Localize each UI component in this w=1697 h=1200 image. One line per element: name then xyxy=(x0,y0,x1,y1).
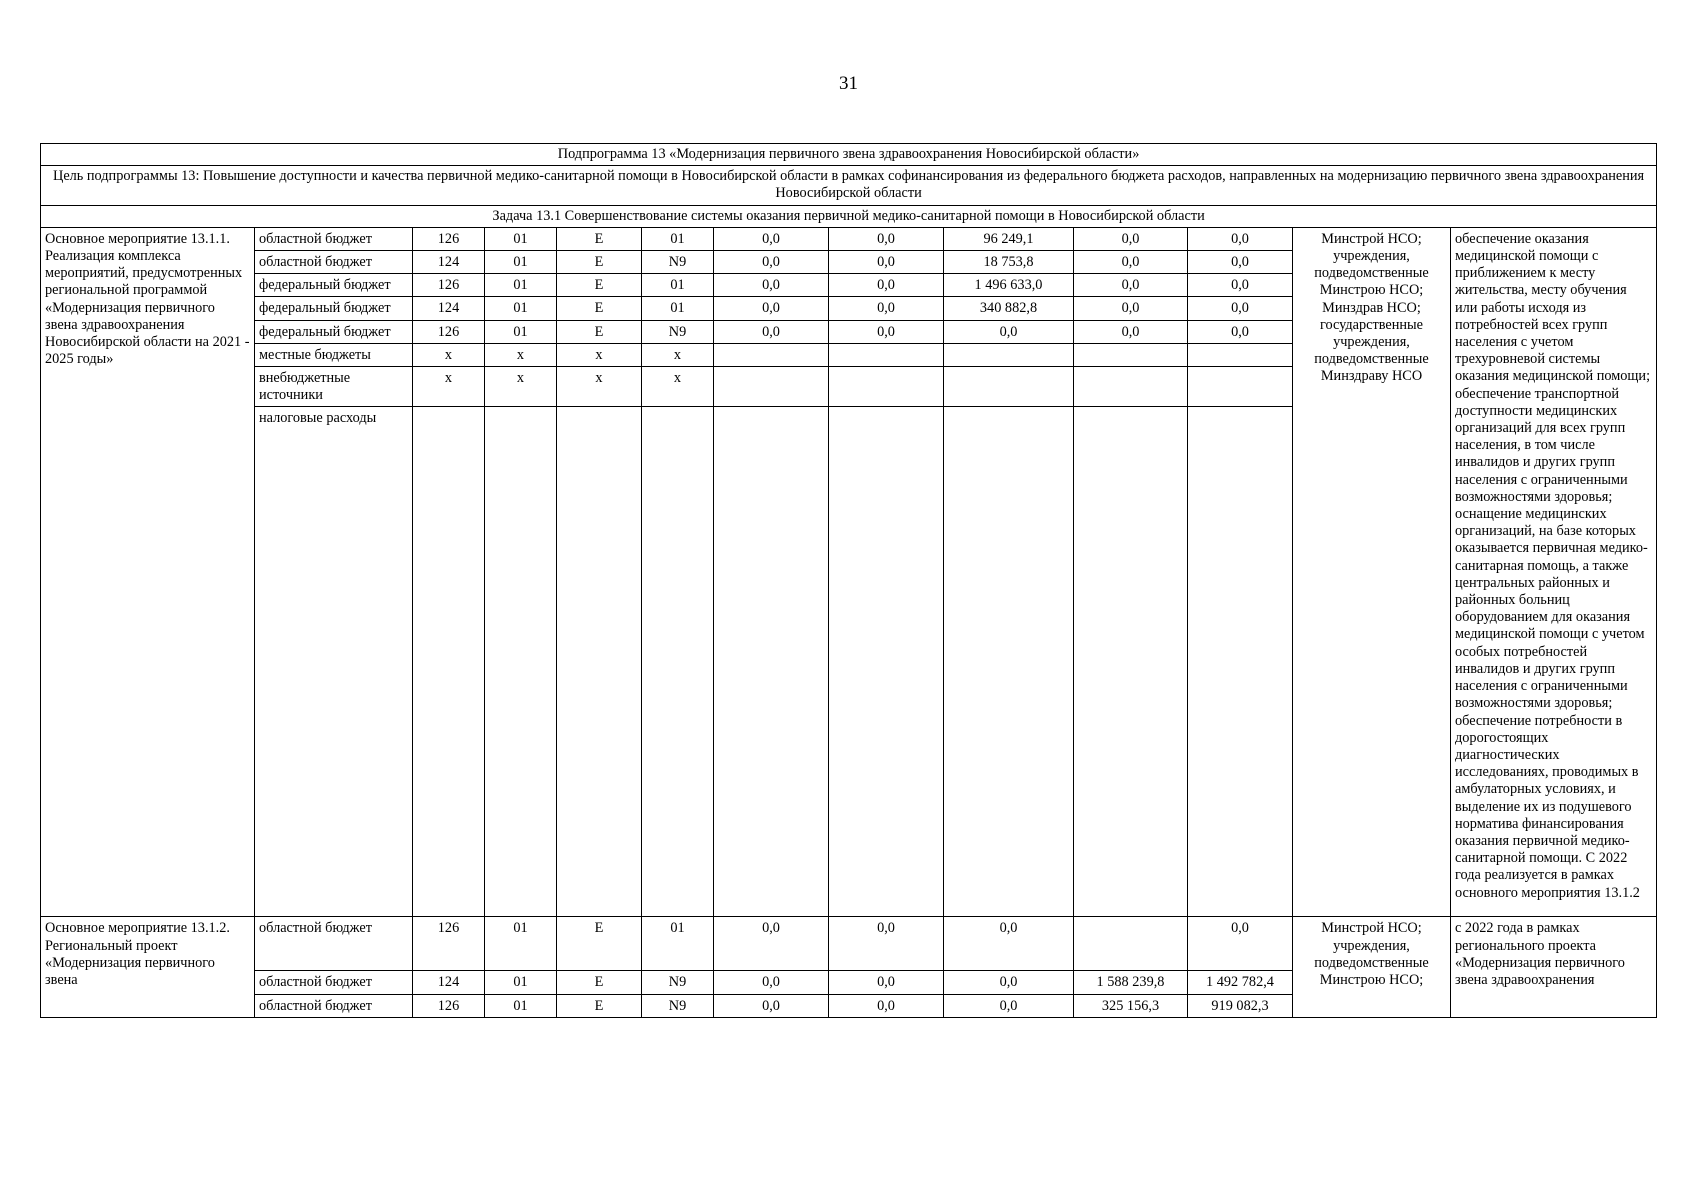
measure1-executor: Минстрой НСО; учреждения, подведомственные Минстрою НСО; Минздрав НСО; государственные учреждения, подведомственные Минздраву НСО xyxy=(1293,227,1451,917)
value-cell: 0,0 xyxy=(829,297,944,320)
code-cell: Е xyxy=(557,251,642,274)
code-cell: 01 xyxy=(485,320,557,343)
funding-source: местные бюджеты xyxy=(255,343,413,366)
code-cell: 124 xyxy=(413,251,485,274)
value-cell: 0,0 xyxy=(714,320,829,343)
code-cell: 01 xyxy=(642,227,714,250)
value-cell: 0,0 xyxy=(944,320,1074,343)
code-cell: Е xyxy=(557,994,642,1017)
value-cell xyxy=(1188,407,1293,917)
value-cell xyxy=(714,367,829,407)
code-cell xyxy=(557,407,642,917)
measure2-name: Основное мероприятие 13.1.2. Региональный проект «Модернизация первичного звена xyxy=(41,917,255,1017)
code-cell: х xyxy=(557,343,642,366)
funding-source: федеральный бюджет xyxy=(255,297,413,320)
code-cell: 124 xyxy=(413,297,485,320)
value-cell: 0,0 xyxy=(829,320,944,343)
code-cell: х xyxy=(642,367,714,407)
code-cell: 124 xyxy=(413,971,485,994)
code-cell: 01 xyxy=(642,297,714,320)
value-cell xyxy=(944,407,1074,917)
funding-source: областной бюджет xyxy=(255,917,413,971)
task-row xyxy=(41,205,1657,227)
value-cell: 0,0 xyxy=(1188,227,1293,250)
value-cell: 1 588 239,8 xyxy=(1074,971,1188,994)
code-cell: Е xyxy=(557,227,642,250)
value-cell: 0,0 xyxy=(944,917,1074,971)
measures-table xyxy=(40,143,1657,1018)
code-cell: N9 xyxy=(642,320,714,343)
code-cell: N9 xyxy=(642,971,714,994)
code-cell xyxy=(485,407,557,917)
value-cell: 0,0 xyxy=(714,994,829,1017)
value-cell xyxy=(1074,367,1188,407)
value-cell xyxy=(944,343,1074,366)
value-cell: 18 753,8 xyxy=(944,251,1074,274)
value-cell: 0,0 xyxy=(829,994,944,1017)
value-cell: 0,0 xyxy=(1188,297,1293,320)
code-cell xyxy=(642,407,714,917)
code-cell: Е xyxy=(557,917,642,971)
code-cell: Е xyxy=(557,971,642,994)
value-cell: 1 492 782,4 xyxy=(1188,971,1293,994)
value-cell: 96 249,1 xyxy=(944,227,1074,250)
value-cell xyxy=(829,367,944,407)
measure2-executor: Минстрой НСО; учреждения, подведомственные Минстрою НСО; xyxy=(1293,917,1451,1017)
value-cell: 0,0 xyxy=(944,994,1074,1017)
subprogram-goal: Цель подпрограммы 13: Повышение доступности и качества первичной медико-санитарной помощи в Новосибирской области в рамках софинансирования из федерального бюджета расходов, направленных на модернизацию первичного звена здравоохранения Новосибирской области xyxy=(41,166,1657,205)
code-cell: 126 xyxy=(413,320,485,343)
value-cell: 0,0 xyxy=(714,297,829,320)
value-cell xyxy=(829,343,944,366)
value-cell: 0,0 xyxy=(1188,917,1293,971)
code-cell: 01 xyxy=(642,917,714,971)
value-cell: 0,0 xyxy=(1074,274,1188,297)
value-cell: 0,0 xyxy=(714,971,829,994)
value-cell: 0,0 xyxy=(1188,274,1293,297)
code-cell: х xyxy=(413,367,485,407)
value-cell: 0,0 xyxy=(1074,320,1188,343)
code-cell: 126 xyxy=(413,994,485,1017)
value-cell: 0,0 xyxy=(714,274,829,297)
value-cell: 0,0 xyxy=(829,971,944,994)
code-cell: х xyxy=(642,343,714,366)
code-cell: 01 xyxy=(485,251,557,274)
code-cell: х xyxy=(557,367,642,407)
value-cell: 0,0 xyxy=(829,917,944,971)
value-cell xyxy=(714,407,829,917)
code-cell: 01 xyxy=(485,274,557,297)
value-cell xyxy=(1074,343,1188,366)
funding-source: внебюджетные источники xyxy=(255,367,413,407)
value-cell: 0,0 xyxy=(1074,227,1188,250)
goal-row xyxy=(41,166,1657,205)
code-cell: 126 xyxy=(413,227,485,250)
value-cell: 0,0 xyxy=(714,227,829,250)
code-cell: Е xyxy=(557,297,642,320)
code-cell: 01 xyxy=(485,227,557,250)
table-row xyxy=(41,917,1657,971)
value-cell xyxy=(1074,407,1188,917)
value-cell xyxy=(1074,917,1188,971)
code-cell: 01 xyxy=(485,994,557,1017)
code-cell: Е xyxy=(557,320,642,343)
table-row xyxy=(41,227,1657,250)
funding-source: налоговые расходы xyxy=(255,407,413,917)
code-cell: 01 xyxy=(642,274,714,297)
code-cell: Е xyxy=(557,274,642,297)
code-cell: 01 xyxy=(485,917,557,971)
code-cell: х xyxy=(413,343,485,366)
funding-source: областной бюджет xyxy=(255,227,413,250)
code-cell: 01 xyxy=(485,971,557,994)
funding-source: федеральный бюджет xyxy=(255,320,413,343)
code-cell: х xyxy=(485,343,557,366)
value-cell: 325 156,3 xyxy=(1074,994,1188,1017)
value-cell xyxy=(829,407,944,917)
value-cell: 0,0 xyxy=(1074,251,1188,274)
subprogram-row xyxy=(41,144,1657,166)
value-cell: 0,0 xyxy=(1188,320,1293,343)
value-cell: 0,0 xyxy=(829,274,944,297)
value-cell: 0,0 xyxy=(829,251,944,274)
value-cell: 0,0 xyxy=(829,227,944,250)
funding-source: областной бюджет xyxy=(255,251,413,274)
code-cell: N9 xyxy=(642,994,714,1017)
code-cell: 126 xyxy=(413,917,485,971)
measure2-result: с 2022 года в рамках регионального проекта «Модернизация первичного звена здравоохранения xyxy=(1451,917,1657,1017)
value-cell: 340 882,8 xyxy=(944,297,1074,320)
funding-source: областной бюджет xyxy=(255,994,413,1017)
page-number: 31 xyxy=(839,73,858,94)
value-cell xyxy=(944,367,1074,407)
measure1-name: Основное мероприятие 13.1.1. Реализация комплекса мероприятий, предусмотренных региональной программой «Модернизация первичного звена здравоохранения Новосибирской области на 2021 - 2025 годы» xyxy=(41,227,255,917)
measure2-block xyxy=(41,917,1657,1017)
task-title: Задача 13.1 Совершенствование системы оказания первичной медико-санитарной помощи в Новосибирской области xyxy=(41,205,1657,227)
funding-source: федеральный бюджет xyxy=(255,274,413,297)
value-cell: 0,0 xyxy=(1074,297,1188,320)
measure1-block xyxy=(41,227,1657,917)
value-cell: 0,0 xyxy=(944,971,1074,994)
value-cell xyxy=(1188,367,1293,407)
value-cell xyxy=(714,343,829,366)
value-cell: 919 082,3 xyxy=(1188,994,1293,1017)
code-cell: 126 xyxy=(413,274,485,297)
code-cell: х xyxy=(485,367,557,407)
value-cell: 1 496 633,0 xyxy=(944,274,1074,297)
code-cell xyxy=(413,407,485,917)
funding-source: областной бюджет xyxy=(255,971,413,994)
code-cell: N9 xyxy=(642,251,714,274)
subprogram-title: Подпрограмма 13 «Модернизация первичного звена здравоохранения Новосибирской области» xyxy=(41,144,1657,166)
value-cell: 0,0 xyxy=(1188,251,1293,274)
measure1-result: обеспечение оказания медицинской помощи с приближением к месту жительства, месту обучения или работы исходя из потребностей всех групп населения с учетом трехуровневой системы оказания медицинской помощи; обеспечение транспортной доступности медицинских организаций для всех групп населения, в том числе инвалидов и других групп населения с ограниченными возможностями здоровья; оснащение медицинских организаций, на базе которых оказывается первичная медико-санитарная помощь, а также центральных районных и районных больниц оборудованием для оказания медицинской помощи с учетом особых потребностей инвалидов и других групп населения с ограниченными возможностями здоровья; обеспечение потребности в дорогостоящих диагностических исследованиях, проводимых в амбулаторных условиях, и выделение их из подушевого норматива финансирования оказания первичной медико-санитарной помощи. С 2022 года реализуется в рамках основного мероприятия 13.1.2 xyxy=(1451,227,1657,917)
value-cell: 0,0 xyxy=(714,917,829,971)
value-cell xyxy=(1188,343,1293,366)
value-cell: 0,0 xyxy=(714,251,829,274)
code-cell: 01 xyxy=(485,297,557,320)
